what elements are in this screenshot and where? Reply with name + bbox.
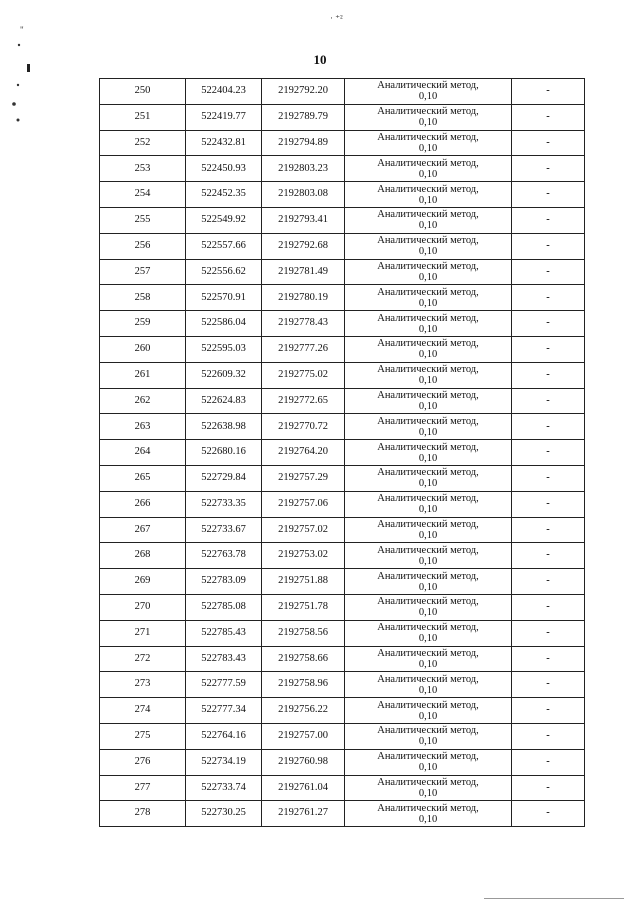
description-cell: - [512, 672, 585, 698]
description-cell: - [512, 620, 585, 646]
description-cell: - [512, 543, 585, 569]
x-coordinate-cell: 522763.78 [186, 543, 262, 569]
x-coordinate-cell: 522733.74 [186, 775, 262, 801]
table-row [100, 156, 585, 182]
method-cell [345, 311, 512, 337]
table-row [100, 698, 585, 724]
y-coordinate-cell: 2192758.96 [262, 672, 345, 698]
point-number-cell: 252 [100, 130, 186, 156]
footer-rule [484, 898, 624, 899]
point-number-cell: 261 [100, 362, 186, 388]
description-cell: - [512, 336, 585, 362]
x-coordinate-cell: 522783.09 [186, 569, 262, 595]
page-number: 10 [313, 52, 327, 67]
table-row [100, 362, 585, 388]
y-coordinate-cell: 2192775.02 [262, 362, 345, 388]
method-accuracy: 0,10 [418, 246, 438, 258]
table-row [100, 285, 585, 311]
table-row [100, 259, 585, 285]
x-coordinate-cell: 522624.83 [186, 388, 262, 414]
method-cell [345, 749, 512, 775]
point-number-cell: 270 [100, 594, 186, 620]
method-name: Аналитический метод, [377, 80, 479, 92]
description-cell: - [512, 362, 585, 388]
x-coordinate-cell: 522764.16 [186, 723, 262, 749]
table-row [100, 207, 585, 233]
x-coordinate-cell: 522450.93 [186, 156, 262, 182]
description-cell: - [512, 801, 585, 827]
description-cell: - [512, 594, 585, 620]
description-cell: - [512, 440, 585, 466]
method-accuracy: 0,10 [418, 633, 438, 645]
method-name: Аналитический метод, [377, 776, 479, 788]
method-cell [345, 182, 512, 208]
method-cell [345, 156, 512, 182]
point-number-cell: 274 [100, 698, 186, 724]
method-cell [345, 130, 512, 156]
x-coordinate-cell: 522404.23 [186, 79, 262, 105]
y-coordinate-cell: 2192793.41 [262, 207, 345, 233]
method-name: Аналитический метод, [377, 725, 479, 737]
description-cell: - [512, 646, 585, 672]
method-accuracy: 0,10 [418, 142, 438, 154]
method-accuracy: 0,10 [418, 710, 438, 722]
table-row [100, 182, 585, 208]
method-cell [345, 517, 512, 543]
method-cell [345, 207, 512, 233]
table-row [100, 517, 585, 543]
method-accuracy: 0,10 [418, 323, 438, 335]
method-name: Аналитический метод, [377, 338, 479, 350]
x-coordinate-cell: 522556.62 [186, 259, 262, 285]
method-cell [345, 775, 512, 801]
point-number-cell: 254 [100, 182, 186, 208]
method-accuracy: 0,10 [418, 349, 438, 361]
table-row [100, 672, 585, 698]
method-name: Аналитический метод, [377, 647, 479, 659]
point-number-cell: 273 [100, 672, 186, 698]
y-coordinate-cell: 2192756.22 [262, 698, 345, 724]
y-coordinate-cell: 2192780.19 [262, 285, 345, 311]
method-accuracy: 0,10 [418, 271, 438, 283]
description-cell: - [512, 104, 585, 130]
method-name: Аналитический метод, [377, 415, 479, 427]
method-accuracy: 0,10 [418, 117, 438, 129]
x-coordinate-cell: 522432.81 [186, 130, 262, 156]
y-coordinate-cell: 2192772.65 [262, 388, 345, 414]
method-cell [345, 336, 512, 362]
table-row [100, 388, 585, 414]
table-row [100, 130, 585, 156]
y-coordinate-cell: 2192789.79 [262, 104, 345, 130]
method-cell [345, 362, 512, 388]
y-coordinate-cell: 2192761.27 [262, 801, 345, 827]
method-cell [345, 569, 512, 595]
description-cell: - [512, 182, 585, 208]
method-name: Аналитический метод, [377, 364, 479, 376]
point-number-cell: 276 [100, 749, 186, 775]
point-number-cell: 271 [100, 620, 186, 646]
table-row [100, 104, 585, 130]
method-accuracy: 0,10 [418, 736, 438, 748]
x-coordinate-cell: 522549.92 [186, 207, 262, 233]
y-coordinate-cell: 2192778.43 [262, 311, 345, 337]
table-row [100, 336, 585, 362]
y-coordinate-cell: 2192758.56 [262, 620, 345, 646]
y-coordinate-cell: 2192751.88 [262, 569, 345, 595]
method-name: Аналитический метод, [377, 467, 479, 479]
method-accuracy: 0,10 [418, 581, 438, 593]
point-number-cell: 268 [100, 543, 186, 569]
description-cell: - [512, 156, 585, 182]
description-cell: - [512, 491, 585, 517]
scan-mark-top-center: · ⁺² [330, 13, 343, 23]
scan-mark-top-left: " [20, 25, 24, 35]
method-cell [345, 285, 512, 311]
y-coordinate-cell: 2192792.20 [262, 79, 345, 105]
method-accuracy: 0,10 [418, 813, 438, 825]
table-row [100, 775, 585, 801]
x-coordinate-cell: 522729.84 [186, 465, 262, 491]
scan-dot [17, 84, 19, 86]
method-accuracy: 0,10 [418, 684, 438, 696]
table-body [100, 79, 585, 827]
method-accuracy: 0,10 [418, 787, 438, 799]
method-cell [345, 723, 512, 749]
method-name: Аналитический метод, [377, 518, 479, 530]
method-cell [345, 801, 512, 827]
method-accuracy: 0,10 [418, 658, 438, 670]
table-row [100, 723, 585, 749]
point-number-cell: 257 [100, 259, 186, 285]
y-coordinate-cell: 2192757.02 [262, 517, 345, 543]
y-coordinate-cell: 2192757.06 [262, 491, 345, 517]
method-name: Аналитический метод, [377, 157, 479, 169]
point-number-cell: 267 [100, 517, 186, 543]
y-coordinate-cell: 2192757.00 [262, 723, 345, 749]
method-name: Аналитический метод, [377, 493, 479, 505]
method-accuracy: 0,10 [418, 529, 438, 541]
point-number-cell: 269 [100, 569, 186, 595]
method-name: Аналитический метод, [377, 389, 479, 401]
description-cell: - [512, 414, 585, 440]
method-name: Аналитический метод, [377, 260, 479, 272]
description-cell: - [512, 259, 585, 285]
table-row [100, 620, 585, 646]
method-cell [345, 414, 512, 440]
point-number-cell: 259 [100, 311, 186, 337]
method-name: Аналитический метод, [377, 286, 479, 298]
method-name: Аналитический метод, [377, 673, 479, 685]
method-name: Аналитический метод, [377, 312, 479, 324]
point-number-cell: 251 [100, 104, 186, 130]
point-number-cell: 264 [100, 440, 186, 466]
table-row [100, 79, 585, 105]
method-accuracy: 0,10 [418, 555, 438, 567]
table-row [100, 465, 585, 491]
method-accuracy: 0,10 [418, 194, 438, 206]
point-number-cell: 262 [100, 388, 186, 414]
x-coordinate-cell: 522777.34 [186, 698, 262, 724]
y-coordinate-cell: 2192794.89 [262, 130, 345, 156]
description-cell: - [512, 698, 585, 724]
coordinates-table [99, 78, 585, 827]
method-cell [345, 646, 512, 672]
method-cell [345, 594, 512, 620]
method-name: Аналитический метод, [377, 622, 479, 634]
point-number-cell: 255 [100, 207, 186, 233]
point-number-cell: 260 [100, 336, 186, 362]
y-coordinate-cell: 2192792.68 [262, 233, 345, 259]
description-cell: - [512, 775, 585, 801]
y-coordinate-cell: 2192751.78 [262, 594, 345, 620]
y-coordinate-cell: 2192764.20 [262, 440, 345, 466]
method-accuracy: 0,10 [418, 297, 438, 309]
table-row [100, 801, 585, 827]
description-cell: - [512, 517, 585, 543]
x-coordinate-cell: 522452.35 [186, 182, 262, 208]
y-coordinate-cell: 2192770.72 [262, 414, 345, 440]
method-cell [345, 543, 512, 569]
y-coordinate-cell: 2192757.29 [262, 465, 345, 491]
method-accuracy: 0,10 [418, 400, 438, 412]
x-coordinate-cell: 522557.66 [186, 233, 262, 259]
point-number-cell: 265 [100, 465, 186, 491]
method-cell [345, 491, 512, 517]
point-number-cell: 278 [100, 801, 186, 827]
method-name: Аналитический метод, [377, 209, 479, 221]
description-cell: - [512, 388, 585, 414]
x-coordinate-cell: 522586.04 [186, 311, 262, 337]
table-row [100, 491, 585, 517]
table-row [100, 440, 585, 466]
x-coordinate-cell: 522777.59 [186, 672, 262, 698]
table-row [100, 749, 585, 775]
y-coordinate-cell: 2192753.02 [262, 543, 345, 569]
method-name: Аналитический метод, [377, 802, 479, 814]
table-row [100, 543, 585, 569]
table-row [100, 569, 585, 595]
description-cell: - [512, 285, 585, 311]
method-name: Аналитический метод, [377, 596, 479, 608]
method-name: Аналитический метод, [377, 131, 479, 143]
table-row [100, 594, 585, 620]
x-coordinate-cell: 522785.08 [186, 594, 262, 620]
method-accuracy: 0,10 [418, 168, 438, 180]
description-cell: - [512, 130, 585, 156]
x-coordinate-cell: 522609.32 [186, 362, 262, 388]
point-number-cell: 277 [100, 775, 186, 801]
y-coordinate-cell: 2192803.23 [262, 156, 345, 182]
x-coordinate-cell: 522419.77 [186, 104, 262, 130]
point-number-cell: 263 [100, 414, 186, 440]
x-coordinate-cell: 522785.43 [186, 620, 262, 646]
table-row [100, 311, 585, 337]
method-name: Аналитический метод, [377, 751, 479, 763]
method-cell [345, 672, 512, 698]
table-row [100, 233, 585, 259]
method-accuracy: 0,10 [418, 762, 438, 774]
x-coordinate-cell: 522680.16 [186, 440, 262, 466]
method-cell [345, 259, 512, 285]
y-coordinate-cell: 2192758.66 [262, 646, 345, 672]
x-coordinate-cell: 522733.67 [186, 517, 262, 543]
x-coordinate-cell: 522734.19 [186, 749, 262, 775]
method-accuracy: 0,10 [418, 220, 438, 232]
method-cell [345, 104, 512, 130]
method-cell [345, 388, 512, 414]
method-accuracy: 0,10 [418, 426, 438, 438]
point-number-cell: 258 [100, 285, 186, 311]
method-name: Аналитический метод, [377, 570, 479, 582]
y-coordinate-cell: 2192781.49 [262, 259, 345, 285]
x-coordinate-cell: 522570.91 [186, 285, 262, 311]
method-name: Аналитический метод, [377, 699, 479, 711]
description-cell: - [512, 79, 585, 105]
method-cell [345, 698, 512, 724]
method-cell [345, 79, 512, 105]
scan-dot [17, 119, 20, 122]
method-cell [345, 620, 512, 646]
table-row [100, 646, 585, 672]
description-cell: - [512, 311, 585, 337]
x-coordinate-cell: 522595.03 [186, 336, 262, 362]
table-row [100, 414, 585, 440]
method-name: Аналитический метод, [377, 106, 479, 118]
method-accuracy: 0,10 [418, 375, 438, 387]
scan-dot [12, 102, 16, 106]
method-name: Аналитический метод, [377, 235, 479, 247]
point-number-cell: 250 [100, 79, 186, 105]
point-number-cell: 256 [100, 233, 186, 259]
description-cell: - [512, 465, 585, 491]
method-accuracy: 0,10 [418, 91, 438, 103]
x-coordinate-cell: 522730.25 [186, 801, 262, 827]
method-accuracy: 0,10 [418, 504, 438, 516]
x-coordinate-cell: 522638.98 [186, 414, 262, 440]
method-cell [345, 440, 512, 466]
scan-dot [18, 44, 20, 46]
x-coordinate-cell: 522783.43 [186, 646, 262, 672]
point-number-cell: 266 [100, 491, 186, 517]
x-coordinate-cell: 522733.35 [186, 491, 262, 517]
description-cell: - [512, 233, 585, 259]
description-cell: - [512, 749, 585, 775]
method-name: Аналитический метод, [377, 544, 479, 556]
method-name: Аналитический метод, [377, 183, 479, 195]
description-cell: - [512, 569, 585, 595]
method-cell [345, 233, 512, 259]
method-accuracy: 0,10 [418, 607, 438, 619]
description-cell: - [512, 723, 585, 749]
description-cell: - [512, 207, 585, 233]
point-number-cell: 275 [100, 723, 186, 749]
method-accuracy: 0,10 [418, 478, 438, 490]
y-coordinate-cell: 2192803.08 [262, 182, 345, 208]
y-coordinate-cell: 2192761.04 [262, 775, 345, 801]
method-accuracy: 0,10 [418, 452, 438, 464]
point-number-cell: 272 [100, 646, 186, 672]
method-cell [345, 465, 512, 491]
y-coordinate-cell: 2192777.26 [262, 336, 345, 362]
y-coordinate-cell: 2192760.98 [262, 749, 345, 775]
point-number-cell: 253 [100, 156, 186, 182]
method-name: Аналитический метод, [377, 441, 479, 453]
